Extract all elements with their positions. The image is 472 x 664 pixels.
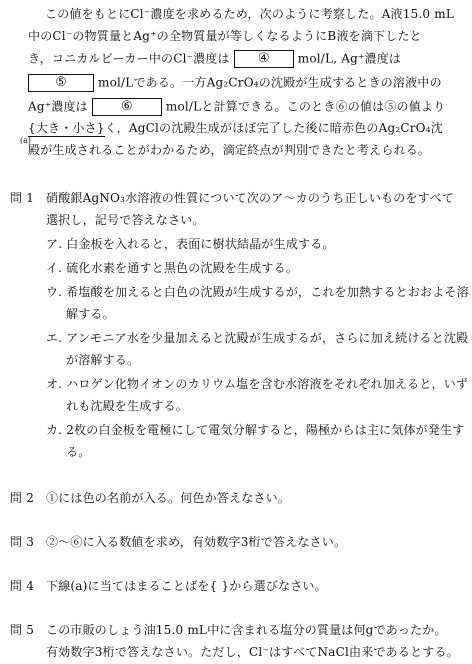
q2-text: ①には色の名前が入る。何色か答えなさい。: [46, 491, 291, 505]
q1-option-e-cont: が溶解する。: [66, 353, 140, 367]
blank-box-4: ④: [234, 50, 294, 68]
q1-option-o: オ. ハロゲン化物イオンのカリウム塩を含む水溶液をそれぞれ加えると，いず: [46, 377, 469, 391]
intro-line-3-text-a: き，コニカルビーカー中のCl⁻濃度は: [28, 51, 230, 66]
q2-label: 問 2: [10, 491, 35, 505]
blank-box-6: ⑥: [92, 98, 162, 116]
q1-text-1: 硝酸銀AgNO₃水溶液の性質について次のア～カのうち正しいものをすべて: [46, 191, 455, 205]
q3-text: ②～⑥に入る数値を求め，有効数字3桁で答えなさい。: [46, 535, 347, 549]
q5-text-1: この市販のしょう油15.0 mL中に含まれる塩分の質量は何gであったか。: [46, 623, 447, 637]
q5-text-2: 有効数字3桁で答えなさい。ただし，Cl⁻はすべてNaCl由来であるとする。: [46, 645, 459, 659]
intro-line-4: [28, 74, 442, 92]
q1-option-ka: カ. 2枚の白金板を電極にして電気分解すると，陽極からは主に気体が発生す: [46, 423, 465, 437]
q1-option-u: ウ. 希塩酸を加えると白色の沈殿が生成するが，これを加熱するとおおよそ溶: [46, 285, 469, 299]
intro-line-4-text: mol/Lである。一方Ag₂CrO₄の沈殿が生成するときの溶液中の: [98, 75, 442, 90]
blank-box-5: ⑤: [28, 74, 94, 92]
intro-line-5: [28, 98, 445, 116]
intro-line-5-text-a: Ag⁺濃度は: [28, 99, 88, 114]
intro-line-1: この値をもとにCl⁻濃度を求めるため，次のように考察した。A液15.0 mL: [45, 7, 455, 21]
intro-line-5-text-b: mol/Lと計算できる。このとき⑥の値は⑤の値より: [165, 99, 446, 114]
intro-line-3-text-b: mol/L, Ag⁺濃度は: [297, 51, 402, 66]
q4-label: 問 4: [10, 579, 35, 593]
intro-line-7: 殿が生成されることがわかるため，滴定終点が判別できたと考えられる。: [28, 143, 431, 157]
q1-option-o-cont: れも沈殿を生成する。: [66, 399, 189, 413]
q1-text-2: 選択し，記号で答えなさい。: [46, 213, 205, 227]
intro-line-6: [28, 120, 443, 137]
q4-text: 下線(a)に当てはまることばを{ }から選びなさい。: [46, 579, 327, 593]
intro-line-3: [28, 50, 401, 68]
q1-label: 問 1: [10, 191, 35, 205]
q1-option-ka-cont: る。: [66, 445, 91, 459]
intro-line-6-text: く，AgClの沈殿生成がほぼ完了した後に暗赤色のAg₂CrO₄沈: [104, 121, 443, 135]
q1-option-a: ア. 白金板を入れると，表面に樹状結晶が生成する。: [46, 237, 335, 251]
intro-line-2: 中のCl⁻の物質量とAg⁺の全物質量が等しくなるようにB液を滴下したと: [28, 29, 422, 43]
underline-a-marker: (a): [20, 136, 32, 145]
q1-option-i: イ. 硫化水素を通すと黒色の沈殿を生成する。: [46, 261, 299, 275]
underline-a-choice: {大き・小さ}: [28, 121, 105, 135]
q1-option-e: エ. アンモニア水を少量加えると沈殿が生成するが，さらに加え続けると沈殿: [46, 331, 469, 345]
q3-label: 問 3: [10, 535, 35, 549]
q5-label: 問 5: [10, 623, 35, 637]
q1-option-u-cont: 解する。: [66, 307, 115, 321]
